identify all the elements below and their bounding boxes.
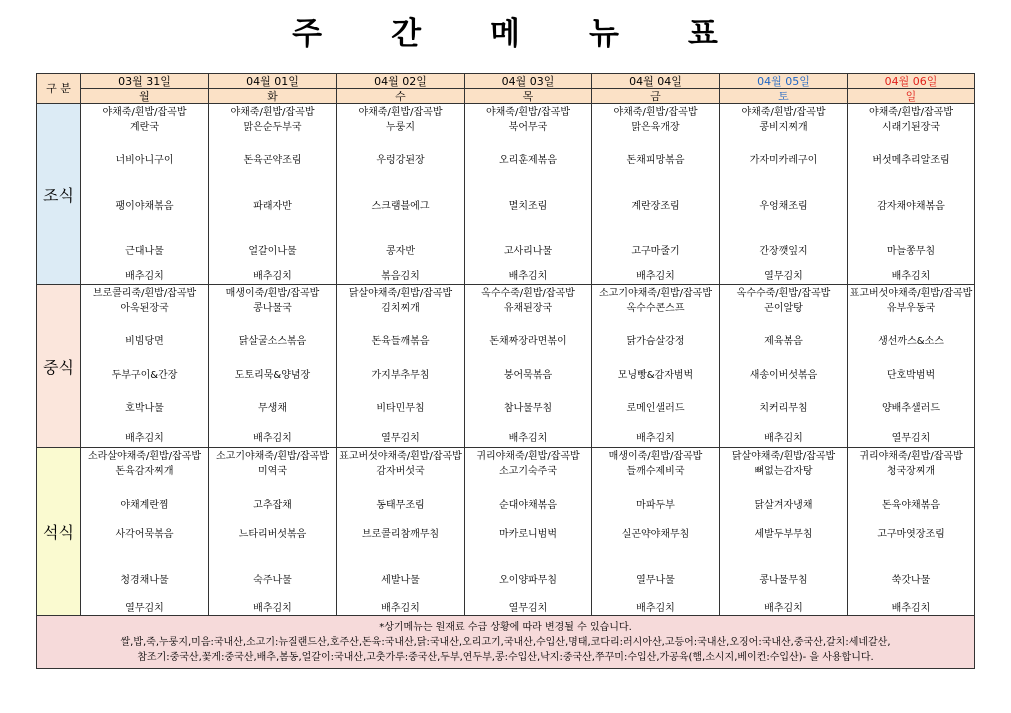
menu-item: 고사리나물: [503, 246, 553, 257]
menu-item: 고추잡채: [253, 500, 292, 511]
meal-row: [37, 448, 975, 616]
menu-item: 소고기야채죽/흰밥/잡곡밥: [599, 288, 712, 299]
menu-item: 생선까스&소스: [878, 336, 944, 347]
menu-item: 참나물무침: [503, 403, 553, 414]
menu-cell: [720, 448, 848, 616]
menu-item: 열무김치: [764, 271, 803, 282]
menu-cell: [81, 448, 209, 616]
menu-cell: [209, 104, 337, 285]
menu-item: 누룽지: [386, 122, 415, 133]
menu-item: 배추김치: [636, 271, 675, 282]
menu-item: 청국장찌개: [886, 466, 936, 477]
menu-item: 비타민무침: [376, 403, 425, 414]
menu-item: 야채죽/흰밥/잡곡밥: [230, 107, 315, 118]
notice: [37, 616, 975, 669]
menu-cell: [848, 104, 975, 285]
menu-item: 숙주나물: [253, 575, 292, 586]
menu-item: 청경채나물: [120, 575, 169, 586]
menu-cell: [337, 448, 465, 616]
menu-item: 새송이버섯볶음: [749, 370, 818, 381]
day-date: 04월 05일: [720, 74, 848, 89]
menu-cell: [720, 104, 848, 285]
menu-item: 야채죽/흰밥/잡곡밥: [102, 107, 187, 118]
menu-item: 모닝빵&감자범벅: [617, 370, 694, 381]
menu-cell: [465, 448, 592, 616]
menu-item: 우렁강된장: [376, 155, 425, 166]
menu-item: 귀리야채죽/흰밥/잡곡밥: [476, 451, 580, 462]
menu-item: 고구마엿장조림: [877, 529, 945, 540]
menu-item: 열무김치: [125, 603, 164, 614]
menu-item: 열무김치: [381, 433, 420, 444]
menu-item: 열무나물: [636, 575, 675, 586]
menu-item: 세발두부무침: [754, 529, 813, 540]
menu-item: 브로콜리죽/흰밥/잡곡밥: [92, 288, 197, 299]
menu-item: 멸치조림: [508, 201, 548, 212]
menu-item: 야채죽/흰밥/잡곡밥: [485, 107, 571, 118]
gubun-header: 구 분: [37, 74, 81, 104]
menu-cell: [592, 285, 720, 448]
menu-item: 콩자반: [386, 246, 415, 257]
menu-item: 야채죽/흰밥/잡곡밥: [868, 107, 954, 118]
day-of-week: 화: [209, 89, 337, 104]
menu-item: 야채죽/흰밥/잡곡밥: [613, 107, 698, 118]
menu-item: 옥수수죽/흰밥/잡곡밥: [481, 288, 575, 299]
menu-item: 닭살굴소스볶음: [238, 336, 307, 347]
menu-item: 열무김치: [508, 603, 548, 614]
menu-item: 감자채야채볶음: [877, 201, 945, 212]
menu-item: 돈육곤약조림: [243, 155, 302, 166]
menu-item: 간장깻잎지: [759, 246, 808, 257]
title-char: 주: [292, 16, 324, 52]
menu-item: 김치찌개: [381, 303, 420, 314]
menu-item: 닭가슴살강정: [626, 336, 685, 347]
menu-item: 근대나물: [125, 246, 164, 257]
menu-item: 뼈없는감자탕: [754, 466, 813, 477]
day-of-week: 수: [337, 89, 465, 104]
menu-cell: [81, 104, 209, 285]
menu-item: 비빔당면: [125, 336, 164, 347]
menu-item: 호박나물: [125, 403, 164, 414]
menu-item: 오이양파무침: [499, 575, 557, 586]
menu-item: 돈육야채볶음: [882, 500, 940, 511]
menu-cell: [337, 285, 465, 448]
menu-item: 배추김치: [508, 433, 548, 444]
menu-item: 콩나물국: [253, 303, 292, 314]
menu-cell: [209, 285, 337, 448]
menu-item: 마카로니범벅: [499, 529, 557, 540]
menu-item: 시래기된장국: [882, 122, 940, 133]
menu-item: 양배추샐러드: [882, 403, 940, 414]
menu-item: 배추김치: [891, 603, 931, 614]
day-of-week: 월: [81, 89, 209, 104]
menu-item: 닭살겨자냉채: [754, 500, 813, 511]
notice-line: 참조기:중국산,꽃게:중국산,배추,봄동,얼갈이:국내산,고춧가루:중국산,두부,연두부,콩:수입산,낙지:중국산,쭈꾸미:수입산,가공육(햄,소시지,베이컨:수입산)- 을 사용합니다.: [137, 651, 874, 663]
menu-item: 배추김치: [253, 433, 292, 444]
menu-item: 유채된장국: [503, 303, 553, 314]
title-char: 메: [490, 16, 521, 52]
menu-item: 배추김치: [381, 603, 420, 614]
menu-item: 콩비지찌개: [759, 122, 808, 133]
menu-cell: [209, 448, 337, 616]
menu-item: 얼갈이나물: [248, 246, 297, 257]
menu-item: 야채죽/흰밥/잡곡밥: [741, 107, 826, 118]
menu-item: 닭살야채죽/흰밥/잡곡밥: [731, 451, 836, 462]
menu-item: 표고버섯야채죽/흰밥/잡곡밥: [849, 288, 973, 299]
menu-item: 소고기숙주국: [499, 466, 557, 477]
menu-item: 세발나물: [381, 575, 420, 586]
menu-item: 계란국: [130, 122, 159, 133]
menu-cell: [465, 285, 592, 448]
menu-item: 배추김치: [508, 271, 548, 282]
menu-item: 브로콜리참깨무침: [361, 529, 440, 540]
menu-item: 사각어묵볶음: [115, 529, 174, 540]
menu-item: 배추김치: [764, 433, 803, 444]
menu-item: 배추김치: [125, 271, 164, 282]
menu-item: 제육볶음: [764, 336, 803, 347]
notice-line: *상기메뉴는 원재료 수급 상황에 따라 변경될 수 있습니다.: [379, 621, 632, 633]
menu-item: 돈채짜장라면볶이: [489, 336, 567, 347]
day-date: 04월 04일: [592, 74, 720, 89]
menu-item: 옥수수죽/흰밥/잡곡밥: [736, 288, 831, 299]
menu-item: 귀리야채죽/흰밥/잡곡밥: [859, 451, 963, 462]
menu-item: 열무김치: [891, 433, 931, 444]
meal-label: 중식: [37, 285, 81, 448]
menu-item: 맑은순두부국: [243, 122, 302, 133]
menu-item: 계란장조림: [631, 201, 680, 212]
menu-item: 매생이죽/흰밥/잡곡밥: [225, 288, 320, 299]
day-of-week: 일: [848, 89, 975, 104]
menu-item: 맑은육개장: [631, 122, 680, 133]
menu-item: 배추김치: [125, 433, 164, 444]
menu-item: 스크램블에그: [371, 201, 430, 212]
menu-item: 표고버섯야채죽/흰밥/잡곡밥: [339, 451, 462, 462]
menu-item: 실곤약야채무침: [621, 529, 690, 540]
weekly-menu-table: [36, 73, 975, 669]
meal-label: 조식: [37, 104, 81, 285]
menu-item: 고구마줄기: [631, 246, 680, 257]
menu-item: 순대야채볶음: [499, 500, 557, 511]
menu-cell: [81, 285, 209, 448]
day-date: 04월 02일: [337, 74, 465, 89]
menu-item: 배추김치: [253, 271, 292, 282]
title-char: 뉴: [588, 16, 620, 52]
menu-item: 배추김치: [636, 433, 675, 444]
menu-item: 붕어묵볶음: [503, 370, 553, 381]
menu-item: 미역국: [258, 466, 287, 477]
menu-item: 너비아니구이: [115, 155, 174, 166]
day-of-week: 목: [465, 89, 592, 104]
menu-item: 로메인샐러드: [626, 403, 685, 414]
menu-item: 마파두부: [636, 500, 675, 511]
menu-item: 야채죽/흰밥/잡곡밥: [358, 107, 443, 118]
menu-item: 배추김치: [891, 271, 931, 282]
menu-item: 치커리무침: [759, 403, 808, 414]
menu-item: 우엉채조림: [759, 201, 808, 212]
menu-item: 돈육감자찌개: [115, 466, 174, 477]
menu-item: 느타리버섯볶음: [238, 529, 307, 540]
menu-item: 배추김치: [636, 603, 675, 614]
meal-label: 석식: [37, 448, 81, 616]
meal-row: [37, 285, 975, 448]
menu-item: 아욱된장국: [120, 303, 169, 314]
menu-item: 가자미카레구이: [749, 155, 818, 166]
menu-item: 가지부추무침: [371, 370, 430, 381]
day-date: 03월 31일: [81, 74, 209, 89]
menu-item: 무생채: [258, 403, 287, 414]
day-of-week: 토: [720, 89, 848, 104]
menu-item: 매생이죽/흰밥/잡곡밥: [608, 451, 703, 462]
menu-cell: [848, 285, 975, 448]
menu-item: 콩나물무침: [759, 575, 808, 586]
menu-item: 도토리묵&양념장: [234, 370, 311, 381]
menu-item: 단호박범벅: [886, 370, 936, 381]
menu-cell: [592, 104, 720, 285]
menu-item: 버섯메추리알조림: [872, 155, 950, 166]
menu-item: 옥수수콘스프: [626, 303, 685, 314]
menu-item: 들깨수제비국: [626, 466, 685, 477]
menu-cell: [337, 104, 465, 285]
day-date: 04월 01일: [209, 74, 337, 89]
menu-item: 감자버섯국: [376, 466, 425, 477]
menu-item: 유부우동국: [886, 303, 936, 314]
day-date: 04월 03일: [465, 74, 592, 89]
meal-row: [37, 104, 975, 285]
page-title: [0, 8, 1011, 53]
menu-cell: [592, 448, 720, 616]
menu-item: 소라살야채죽/흰밥/잡곡밥: [88, 451, 201, 462]
menu-item: 마늘쫑무침: [886, 246, 936, 257]
menu-item: 곤이알탕: [764, 303, 803, 314]
title-char: 간: [391, 16, 423, 52]
menu-item: 돈채피망볶음: [626, 155, 685, 166]
menu-item: 야채계란찜: [120, 500, 169, 511]
menu-item: 쑥갓나물: [891, 575, 931, 586]
menu-item: 팽이야채볶음: [115, 201, 174, 212]
menu-item: 파래자반: [253, 201, 292, 212]
menu-item: 볶음김치: [381, 271, 420, 282]
menu-cell: [465, 104, 592, 285]
notice-line: 쌀,밥,죽,누룽지,미음:국내산,소고기:뉴질랜드산,호주산,돈육:국내산,닭:국내산,오리고기,국내산,수입산,명태,코다리:러시아산,고등어:국내산,오징어:국내산,중국산,갈치:세네갈산,: [120, 636, 891, 648]
menu-cell: [848, 448, 975, 616]
title-char: 표: [687, 16, 719, 52]
menu-cell: [720, 285, 848, 448]
menu-item: 오리훈제볶음: [499, 155, 557, 166]
day-of-week: 금: [592, 89, 720, 104]
menu-item: 두부구이&간장: [111, 370, 178, 381]
day-date: 04월 06일: [848, 74, 975, 89]
menu-item: 배추김치: [253, 603, 292, 614]
menu-item: 배추김치: [764, 603, 803, 614]
menu-item: 돈육들깨볶음: [371, 336, 430, 347]
menu-item: 소고기야채죽/흰밥/잡곡밥: [216, 451, 329, 462]
menu-item: 북어무국: [508, 122, 548, 133]
menu-item: 닭살야채죽/흰밥/잡곡밥: [348, 288, 453, 299]
menu-item: 동태무조림: [376, 500, 425, 511]
